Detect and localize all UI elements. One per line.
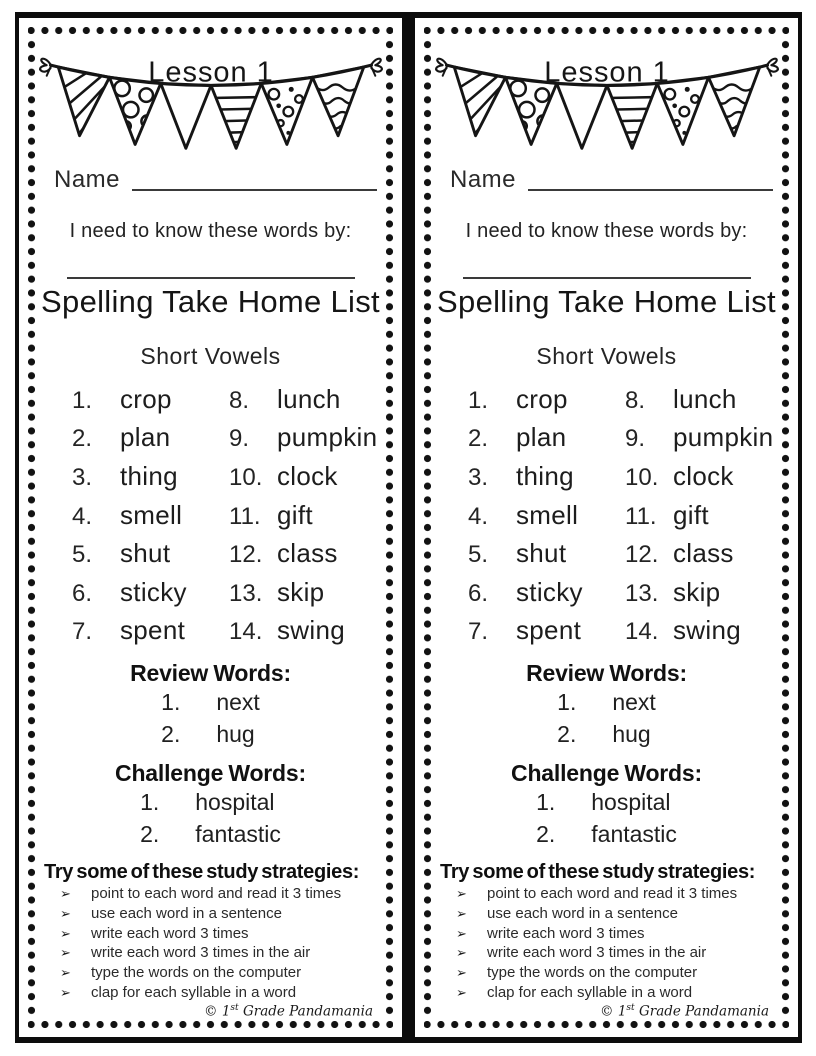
word-text: thing (516, 460, 574, 491)
arrow-bullet-icon: ➢ (60, 964, 71, 980)
spelling-word-row (468, 538, 625, 569)
review-words-list (36, 687, 385, 750)
spelling-words-list (432, 380, 781, 650)
strategy-text: type the words on the computer (91, 963, 302, 981)
word-text: gift (673, 499, 709, 530)
strategy-text: write each word 3 times in the air (487, 944, 707, 962)
name-row (450, 162, 777, 194)
spelling-word-row (625, 615, 775, 646)
spelling-word-row (72, 500, 229, 531)
spelling-word-row (625, 422, 775, 453)
spelling-word-row (468, 615, 625, 646)
word-text: pumpkin (673, 422, 774, 453)
challenge-words-list (432, 787, 781, 850)
name-label: Name (450, 166, 517, 193)
credit-text: © 1 (204, 1003, 231, 1020)
strategy-item (36, 943, 385, 963)
word-text: sticky (120, 576, 187, 607)
word-number: 1. (72, 386, 93, 414)
word-number: 7. (468, 618, 489, 646)
strategy-text: write each word 3 times (91, 924, 249, 942)
arrow-bullet-icon: ➢ (60, 925, 71, 941)
word-number: 14. (625, 618, 659, 646)
word-text: plan (120, 422, 171, 453)
spelling-words-list (36, 380, 385, 650)
word-number: 8. (625, 386, 646, 414)
word-text: crop (120, 383, 172, 414)
word-number: 3. (72, 463, 93, 491)
challenge-word-number: 2. (140, 820, 160, 847)
worksheet-card-right (415, 18, 798, 1037)
word-number: 1. (468, 386, 489, 414)
challenge-words-heading: Challenge Words: (511, 760, 702, 787)
spelling-word-row (229, 538, 379, 569)
word-text: smell (516, 499, 579, 530)
spelling-word-row (72, 461, 229, 492)
word-text: skip (673, 576, 721, 607)
word-number: 8. (229, 386, 250, 414)
word-number: 12. (625, 541, 659, 569)
name-blank-line (132, 165, 377, 191)
arrow-bullet-icon: ➢ (60, 905, 71, 921)
bow-right-icon (766, 59, 777, 76)
challenge-word-text: fantastic (195, 820, 281, 847)
study-strategies-heading: Try some of these study strategies: (440, 861, 756, 884)
bow-left-icon (436, 59, 447, 76)
word-text: class (277, 538, 338, 569)
bow-left-icon (40, 59, 51, 76)
list-subtitle: Short Vowels (536, 343, 677, 369)
word-number: 14. (229, 618, 263, 646)
word-text: spent (120, 615, 186, 646)
word-number: 9. (229, 425, 250, 453)
word-text: thing (120, 460, 178, 491)
bunting-banner-illustration (37, 40, 385, 158)
word-number: 6. (468, 579, 489, 607)
spelling-word-row (229, 461, 379, 492)
word-text: shut (516, 538, 567, 569)
spelling-word-row (72, 384, 229, 415)
word-text: lunch (277, 383, 341, 414)
review-word-text: hug (216, 720, 255, 747)
pennant-horizontal-stripes-icon (607, 83, 657, 148)
due-date-prompt: I need to know these words by: (465, 220, 748, 242)
word-number: 11. (625, 502, 657, 530)
word-number: 2. (468, 425, 489, 453)
challenge-word-text: hospital (591, 789, 671, 816)
word-text: lunch (673, 383, 737, 414)
strategy-item (36, 884, 385, 904)
word-text: gift (277, 499, 313, 530)
word-text: smell (120, 499, 183, 530)
strategy-text: write each word 3 times (487, 924, 645, 942)
strategy-item (36, 983, 385, 1003)
due-date-blank-line (67, 277, 355, 279)
word-number: 2. (72, 425, 93, 453)
credit-text: Grade Pandamania (238, 1003, 373, 1020)
strategy-item (432, 983, 781, 1003)
word-number: 7. (72, 618, 93, 646)
strategy-text: clap for each syllable in a word (91, 983, 297, 1001)
word-text: pumpkin (277, 422, 378, 453)
spelling-word-row (229, 577, 379, 608)
word-number: 4. (72, 502, 93, 530)
bow-right-icon (370, 59, 381, 76)
pennant-plain-icon (160, 83, 210, 148)
strategy-item (36, 904, 385, 924)
word-text: shut (120, 538, 171, 569)
list-subtitle: Short Vowels (140, 343, 281, 369)
challenge-word-text: fantastic (591, 820, 677, 847)
lesson-title: Lesson 1 (543, 56, 670, 89)
list-title: Spelling Take Home List (437, 284, 776, 319)
spelling-word-row (468, 500, 625, 531)
strategy-text: use each word in a sentence (91, 904, 282, 922)
word-number: 9. (625, 425, 646, 453)
spelling-word-row (468, 577, 625, 608)
arrow-bullet-icon: ➢ (456, 905, 467, 921)
spelling-word-row (72, 538, 229, 569)
spelling-word-row (625, 384, 775, 415)
word-number: 4. (468, 502, 489, 530)
strategy-text: point to each word and read it 3 times (487, 885, 738, 903)
word-number: 12. (229, 541, 263, 569)
spelling-word-row (229, 615, 379, 646)
challenge-word-number: 2. (536, 820, 556, 847)
word-number: 11. (229, 502, 261, 530)
list-title: Spelling Take Home List (41, 284, 380, 319)
word-number: 10. (625, 463, 659, 491)
strategy-text: write each word 3 times in the air (91, 944, 311, 962)
study-strategies-section (36, 860, 385, 1002)
challenge-word-number: 1. (140, 789, 160, 816)
word-text: plan (516, 422, 567, 453)
spelling-word-row (468, 384, 625, 415)
word-text: clock (277, 460, 338, 491)
strategy-text: clap for each syllable in a word (487, 983, 693, 1001)
spelling-word-row (72, 577, 229, 608)
card-content (19, 18, 402, 1037)
credit-superscript: st (626, 1003, 635, 1014)
spelling-word-row (229, 500, 379, 531)
review-words-heading: Review Words: (526, 660, 687, 687)
strategy-item (36, 963, 385, 983)
word-text: sticky (516, 576, 583, 607)
due-date-blank-line (463, 277, 751, 279)
word-text: spent (516, 615, 582, 646)
strategy-item (432, 924, 781, 944)
word-text: crop (516, 383, 568, 414)
spelling-word-row (468, 422, 625, 453)
name-row (54, 162, 381, 194)
review-word-text: next (216, 689, 260, 716)
spelling-word-row (72, 422, 229, 453)
review-words-heading: Review Words: (130, 660, 291, 687)
word-number: 5. (72, 541, 93, 569)
spelling-word-row (229, 422, 379, 453)
spelling-word-row (625, 538, 775, 569)
strategy-item (432, 884, 781, 904)
spelling-word-row (625, 461, 775, 492)
strategy-text: use each word in a sentence (487, 904, 678, 922)
word-text: skip (277, 576, 325, 607)
strategy-text: type the words on the computer (487, 963, 698, 981)
arrow-bullet-icon: ➢ (456, 945, 467, 961)
due-date-prompt: I need to know these words by: (69, 220, 352, 242)
challenge-words-list (36, 787, 385, 850)
strategy-item (432, 943, 781, 963)
study-strategies-section (432, 860, 781, 1002)
card-content (415, 18, 798, 1037)
pennant-plain-icon (556, 83, 606, 148)
study-strategies-heading: Try some of these study strategies: (44, 861, 360, 884)
arrow-bullet-icon: ➢ (60, 886, 71, 902)
arrow-bullet-icon: ➢ (60, 945, 71, 961)
spelling-word-row (468, 461, 625, 492)
challenge-word-number: 1. (536, 789, 556, 816)
credit-line (432, 1003, 781, 1020)
review-word-text: hug (612, 720, 651, 747)
word-number: 10. (229, 463, 263, 491)
word-text: swing (277, 615, 345, 646)
arrow-bullet-icon: ➢ (456, 984, 467, 1000)
credit-line (36, 1003, 385, 1020)
lesson-title: Lesson 1 (147, 56, 274, 89)
page-frame (15, 12, 802, 1043)
word-number: 13. (625, 579, 659, 607)
review-word-text: next (612, 689, 656, 716)
word-text: clock (673, 460, 734, 491)
spelling-word-row (625, 577, 775, 608)
name-label: Name (54, 166, 121, 193)
review-word-number: 1. (161, 689, 181, 716)
name-blank-line (528, 165, 773, 191)
word-text: swing (673, 615, 741, 646)
arrow-bullet-icon: ➢ (60, 984, 71, 1000)
spelling-word-row (625, 500, 775, 531)
arrow-bullet-icon: ➢ (456, 925, 467, 941)
spelling-word-row (72, 615, 229, 646)
review-word-number: 1. (557, 689, 577, 716)
pennant-horizontal-stripes-icon (211, 83, 261, 148)
review-word-number: 2. (557, 720, 577, 747)
strategy-text: point to each word and read it 3 times (91, 885, 342, 903)
credit-text: Grade Pandamania (634, 1003, 769, 1020)
word-number: 6. (72, 579, 93, 607)
review-words-list (432, 687, 781, 750)
challenge-words-heading: Challenge Words: (115, 760, 306, 787)
strategy-item (432, 963, 781, 983)
spelling-word-row (229, 384, 379, 415)
bunting-banner-illustration (433, 40, 781, 158)
credit-superscript: st (230, 1003, 239, 1014)
arrow-bullet-icon: ➢ (456, 964, 467, 980)
strategy-item (36, 924, 385, 944)
word-number: 3. (468, 463, 489, 491)
strategy-item (432, 904, 781, 924)
challenge-word-text: hospital (195, 789, 275, 816)
worksheet-card-left (19, 18, 402, 1037)
word-text: class (673, 538, 734, 569)
credit-text: © 1 (600, 1003, 627, 1020)
word-number: 13. (229, 579, 263, 607)
review-word-number: 2. (161, 720, 181, 747)
word-number: 5. (468, 541, 489, 569)
arrow-bullet-icon: ➢ (456, 886, 467, 902)
